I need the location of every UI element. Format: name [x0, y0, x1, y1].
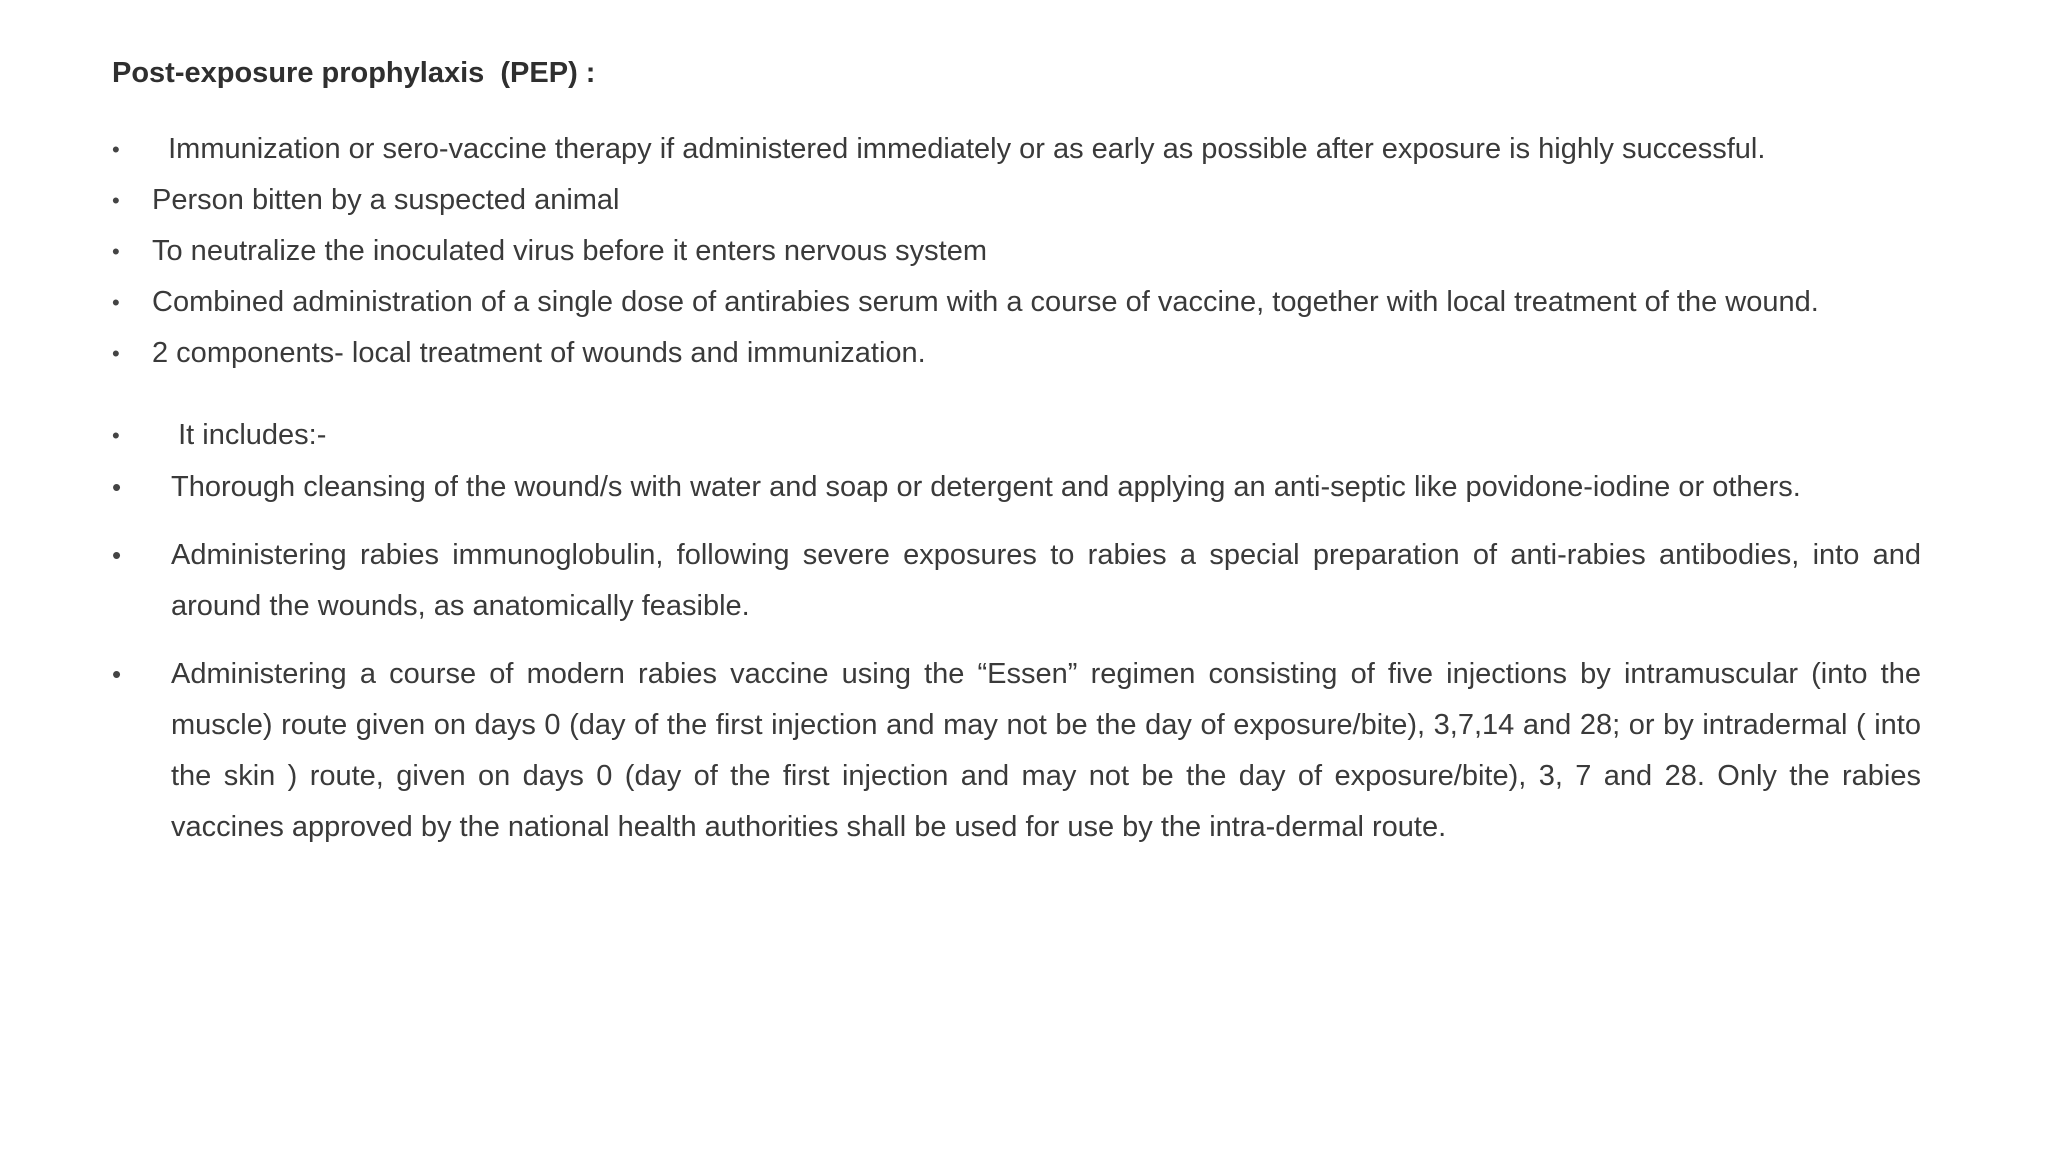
- bullet-icon: •: [112, 239, 120, 264]
- bullet-item: [112, 328, 1912, 379]
- bullet-item: [112, 226, 1912, 277]
- bullet-icon: •: [112, 290, 120, 315]
- bullet-icon: •: [112, 137, 120, 162]
- bullet-text: Immunization or sero-vaccine therapy if administered immediately or as early as possible after exposure is highly successful.: [152, 133, 1766, 165]
- bullet-icon: •: [112, 659, 122, 689]
- bullet-item: [112, 462, 1922, 513]
- bullet-text: It includes:-: [162, 419, 327, 451]
- bullet-text: Administering a course of modern rabies vaccine using the “Essen” regimen consisting of five injections by intramuscular (into the muscle) route given on days 0 (day of the first injection and may not be the day of exposure/bite), 3,7,14 and 28; or by intradermal ( into the skin ) route, given on days 0 (day of the first injection and may not be the day of exposure/bite), 3, 7 and 28. Only the rabies vaccines approved by the national health authorities shall be used for use by the intra-dermal route.: [171, 658, 1921, 843]
- bullet-item: [112, 175, 1912, 226]
- bullet-text: To neutralize the inoculated virus before it enters nervous system: [152, 235, 987, 267]
- bullet-item: [112, 410, 1912, 461]
- slide-title: Post-exposure prophylaxis (PEP) :: [112, 57, 596, 89]
- bullet-icon: •: [112, 188, 120, 213]
- bullet-text: Combined administration of a single dose of antirabies serum with a course of vaccine, together with local treatment of the wound.: [152, 286, 1819, 318]
- bullet-item: [112, 530, 1922, 632]
- bullet-item: [112, 649, 1922, 853]
- bullet-text: Administering rabies immunoglobulin, following severe exposures to rabies a special preparation of anti-rabies antibodies, into and around the wounds, as anatomically feasible.: [171, 539, 1921, 622]
- bullet-icon: •: [112, 423, 120, 448]
- bullet-item: [112, 124, 1912, 175]
- bullet-text: Person bitten by a suspected animal: [152, 184, 620, 216]
- bullet-text: 2 components- local treatment of wounds and immunization.: [152, 337, 926, 369]
- bullet-icon: •: [112, 472, 122, 502]
- bullet-text: Thorough cleansing of the wound/s with water and soap or detergent and applying an anti-septic like povidone-iodine or others.: [171, 471, 1801, 503]
- bullet-icon: •: [112, 540, 122, 570]
- bullet-icon: •: [112, 341, 120, 366]
- bullet-item: [112, 277, 1912, 328]
